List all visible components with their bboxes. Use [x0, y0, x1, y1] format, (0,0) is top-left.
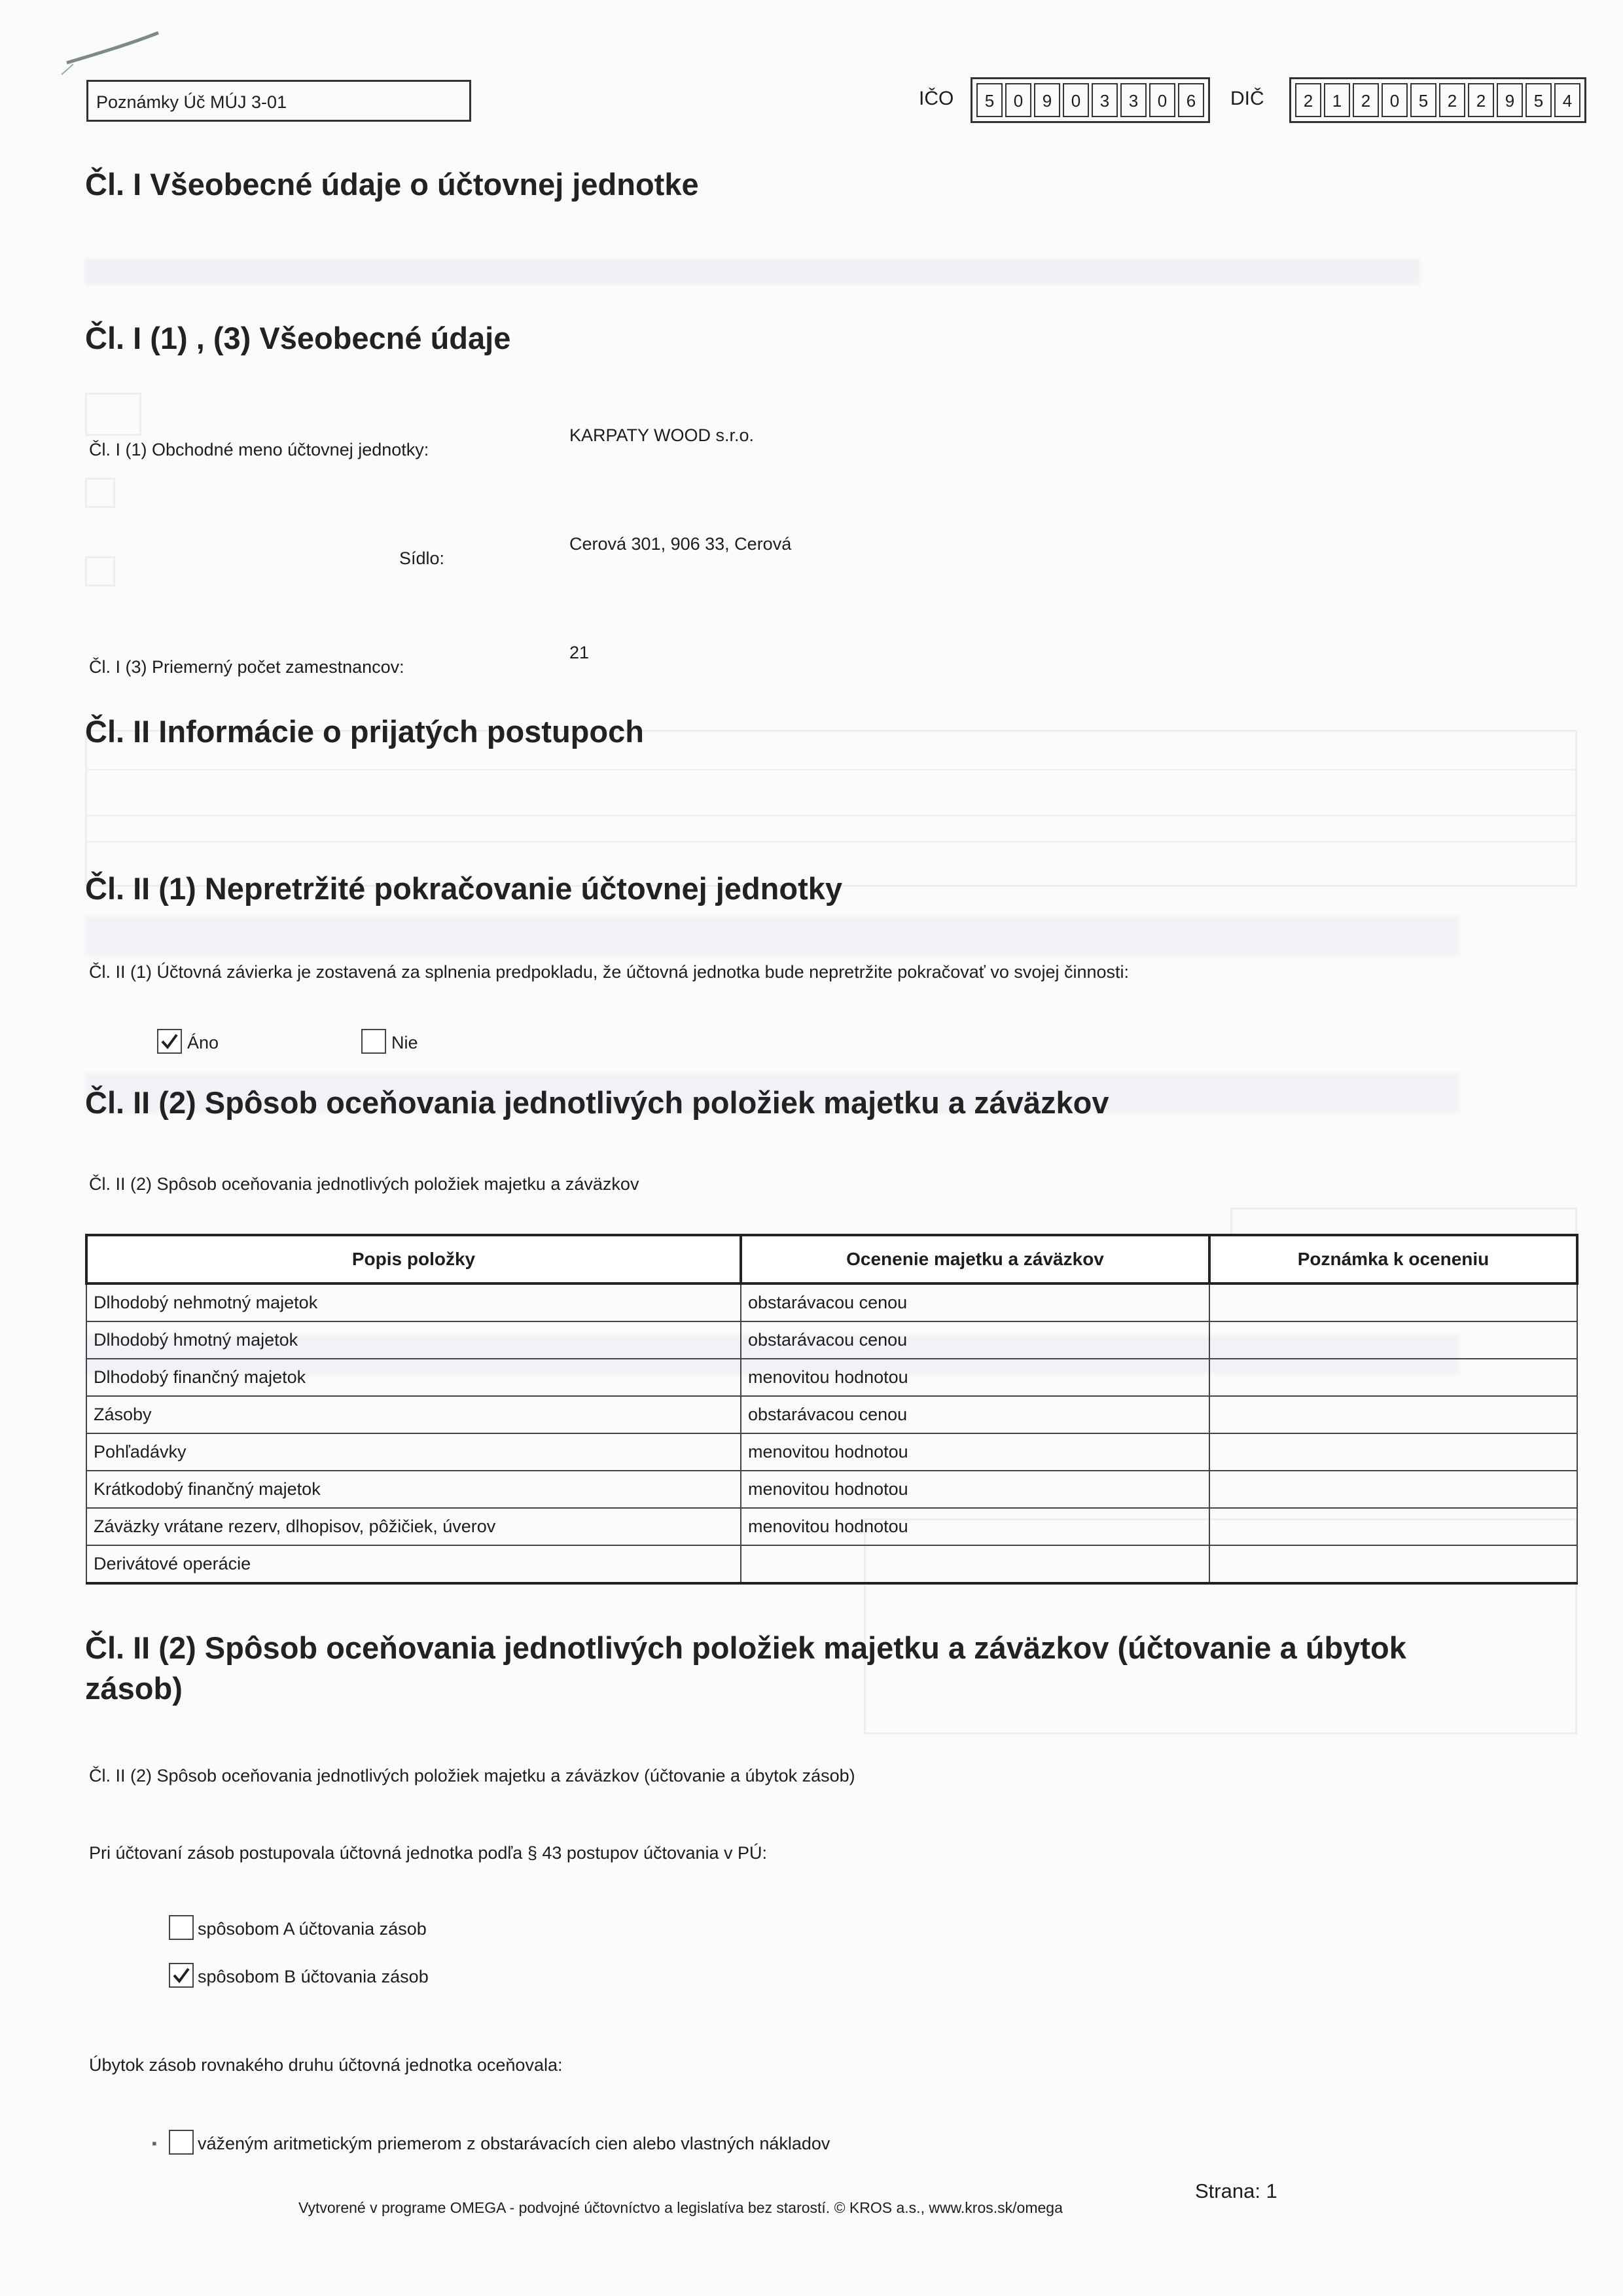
pen-dot: ▪ [152, 2135, 157, 2151]
section-1-heading: Čl. I Všeobecné údaje o účtovnej jednotke [85, 167, 699, 202]
table-header-row [86, 1235, 1577, 1283]
form-name-box [86, 80, 471, 122]
table-row [86, 1396, 1577, 1433]
continuity-text: Čl. II (1) Účtovná závierka je zostavená za splnenia predpokladu, že účtovná jednotka bude nepretržite pokračovať vo svojej činnosti: [89, 962, 1130, 982]
no-label: Nie [391, 1033, 418, 1052]
ico-digit: 3 [1120, 83, 1147, 117]
business-name-label: Čl. I (1) Obchodné meno účtovnej jednotky: [89, 440, 429, 459]
row-valuation: obstarávacou cenou [741, 1321, 1209, 1359]
yes-checkbox[interactable] [157, 1029, 182, 1054]
row-valuation: menovitou hodnotou [741, 1508, 1209, 1545]
yes-label: Áno [187, 1033, 219, 1052]
section-2-heading: Čl. II Informácie o prijatých postupoch [85, 714, 644, 749]
checkmark-icon [172, 1966, 190, 1984]
method-b-checkbox[interactable] [169, 1963, 194, 1988]
weighted-average-checkbox[interactable] [169, 2130, 194, 2155]
row-note [1209, 1283, 1577, 1321]
row-valuation: obstarávacou cenou [741, 1396, 1209, 1433]
inventory-heading-line-2: zásob) [85, 1671, 183, 1706]
row-item: Krátkodobý finančný majetok [86, 1471, 741, 1508]
dic-digit: 0 [1382, 83, 1408, 117]
inventory-text: Čl. II (2) Spôsob oceňovania jednotlivých položiek majetku a záväzkov (účtovanie a úbytok zásob) [89, 1766, 855, 1785]
table-row [86, 1508, 1577, 1545]
pen-stroke-mark [60, 24, 178, 76]
dic-digit: 4 [1554, 83, 1580, 117]
weighted-average-label: váženým aritmetickým priemerom z obstarávacích cien alebo vlastných nákladov [198, 2134, 830, 2153]
ico-digit: 0 [1063, 83, 1089, 117]
row-note [1209, 1321, 1577, 1359]
table-row [86, 1283, 1577, 1321]
dic-digits [1289, 77, 1586, 123]
business-name-value: KARPATY WOOD s.r.o. [569, 425, 755, 445]
seat-label: Sídlo: [399, 548, 445, 568]
checkmark-icon [160, 1032, 179, 1050]
table-row [86, 1545, 1577, 1583]
ico-digits [971, 77, 1210, 123]
table-row [86, 1471, 1577, 1508]
row-note [1209, 1545, 1577, 1583]
method-b-label: spôsobom B účtovania zásob [198, 1967, 429, 1986]
valuation-text: Čl. II (2) Spôsob oceňovania jednotlivých položiek majetku a záväzkov [89, 1174, 639, 1194]
no-checkbox[interactable] [361, 1029, 386, 1054]
row-item: Dlhodobý hmotný majetok [86, 1321, 741, 1359]
row-note [1209, 1359, 1577, 1396]
ico-digit: 0 [1005, 83, 1031, 117]
dic-digit: 2 [1295, 83, 1321, 117]
page-number: Strana: 1 [1195, 2179, 1277, 2202]
table-row [86, 1321, 1577, 1359]
row-note [1209, 1433, 1577, 1471]
row-note [1209, 1508, 1577, 1545]
col-header-note: Poznámka k oceneniu [1209, 1235, 1577, 1283]
row-valuation: obstarávacou cenou [741, 1283, 1209, 1321]
employees-value: 21 [569, 643, 590, 662]
dic-digit: 2 [1353, 83, 1379, 117]
decrease-text: Úbytok zásob rovnakého druhu účtovná jednotka oceňovala: [89, 2055, 563, 2075]
row-item: Zásoby [86, 1396, 741, 1433]
table-row [86, 1433, 1577, 1471]
row-item: Záväzky vrátane rezerv, dlhopisov, pôžičiek, úverov [86, 1508, 741, 1545]
ico-digit: 3 [1092, 83, 1118, 117]
col-header-valuation: Ocenenie majetku a záväzkov [741, 1235, 1209, 1283]
table-row [86, 1359, 1577, 1396]
row-valuation: menovitou hodnotou [741, 1471, 1209, 1508]
row-note [1209, 1471, 1577, 1508]
ico-digit: 9 [1034, 83, 1060, 117]
inventory-heading-line-1: Čl. II (2) Spôsob oceňovania jednotlivých položiek majetku a záväzkov (účtovanie a úbytok [85, 1630, 1406, 1665]
valuation-heading: Čl. II (2) Spôsob oceňovania jednotlivých položiek majetku a záväzkov [85, 1085, 1109, 1120]
valuation-table [85, 1234, 1578, 1585]
row-item: Derivátové operácie [86, 1545, 741, 1583]
row-valuation: menovitou hodnotou [741, 1433, 1209, 1471]
inventory-method-text: Pri účtovaní zásob postupovala účtovná jednotka podľa § 43 postupov účtovania v PÚ: [89, 1843, 768, 1863]
dic-digit: 2 [1439, 83, 1465, 117]
ico-digit: 0 [1149, 83, 1175, 117]
row-item: Dlhodobý nehmotný majetok [86, 1283, 741, 1321]
seat-value: Cerová 301, 906 33, Cerová [569, 534, 792, 554]
dic-digit: 1 [1324, 83, 1350, 117]
employees-label: Čl. I (3) Priemerný počet zamestnancov: [89, 657, 404, 677]
ico-digit: 5 [976, 83, 1003, 117]
method-a-label: spôsobom A účtovania zásob [198, 1919, 427, 1939]
continuity-heading: Čl. II (1) Nepretržité pokračovanie účtovnej jednotky [85, 871, 843, 906]
row-note [1209, 1396, 1577, 1433]
ico-label: IČO [919, 88, 954, 109]
dic-digit: 5 [1525, 83, 1552, 117]
row-valuation [741, 1545, 1209, 1583]
col-header-item: Popis položky [86, 1235, 741, 1283]
row-item: Dlhodobý finančný majetok [86, 1359, 741, 1396]
row-item: Pohľadávky [86, 1433, 741, 1471]
dic-digit: 9 [1497, 83, 1523, 117]
ico-digit: 6 [1178, 83, 1204, 117]
section-1-subheading: Čl. I (1) , (3) Všeobecné údaje [85, 321, 511, 355]
form-name: Poznámky Úč MÚJ 3-01 [96, 92, 287, 112]
footer-created-text: Vytvorené v programe OMEGA - podvojné účtovníctvo a legislatíva bez starostí. © KROS a.s., www.kros.sk/omega [298, 2199, 1063, 2216]
dic-digit: 2 [1468, 83, 1494, 117]
row-valuation: menovitou hodnotou [741, 1359, 1209, 1396]
dic-digit: 5 [1410, 83, 1436, 117]
method-a-checkbox[interactable] [169, 1915, 194, 1940]
dic-label: DIČ [1230, 88, 1264, 109]
